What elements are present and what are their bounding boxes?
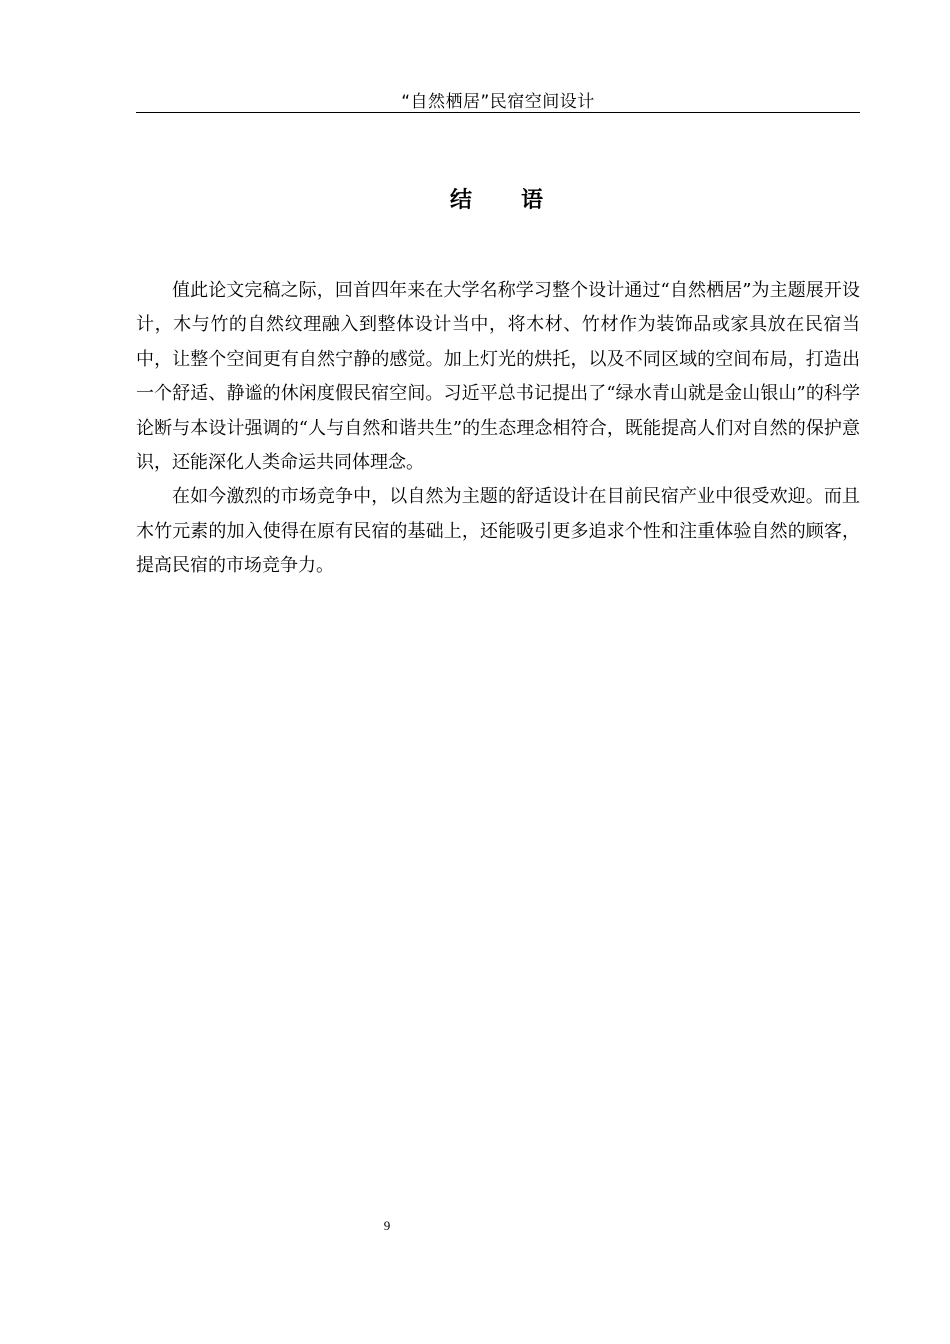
running-header-title: “自然栖居”民宿空间设计 — [401, 92, 595, 112]
page-number: 9 — [383, 1218, 391, 1233]
running-header — [136, 91, 860, 113]
paragraph: 值此论文完稿之际，回首四年来在大学名称学习整个设计通过“自然栖居”为主题展开设计，木与竹的自然纹理融入到整体设计当中，将木材、竹材作为装饰品或家具放在民宿当中，让整个空间更有自然宁静的感觉。加上灯光的烘托，以及不同区域的空间布局，打造出一个舒适、静谧的休闲度假民宿空间。习近平总书记提出了“绿水青山就是金山银山”的科学论断与本设计强调的“人与自然和谐共生”的生态理念相符合，既能提高人们对自然的保护意识，还能深化人类命运共同体理念。 — [136, 280, 860, 474]
body-text — [136, 274, 860, 584]
section-title — [136, 184, 860, 218]
section-title-left: 结 — [449, 188, 475, 213]
section-title-right: 语 — [521, 188, 547, 213]
header-rule — [136, 112, 860, 113]
paragraph: 在如今激烈的市场竞争中，以自然为主题的舒适设计在目前民宿产业中很受欢迎。而且木竹元素的加入使得在原有民宿的基础上，还能吸引更多追求个性和注重体验自然的顾客，提高民宿的市场竞争力。 — [136, 486, 860, 577]
